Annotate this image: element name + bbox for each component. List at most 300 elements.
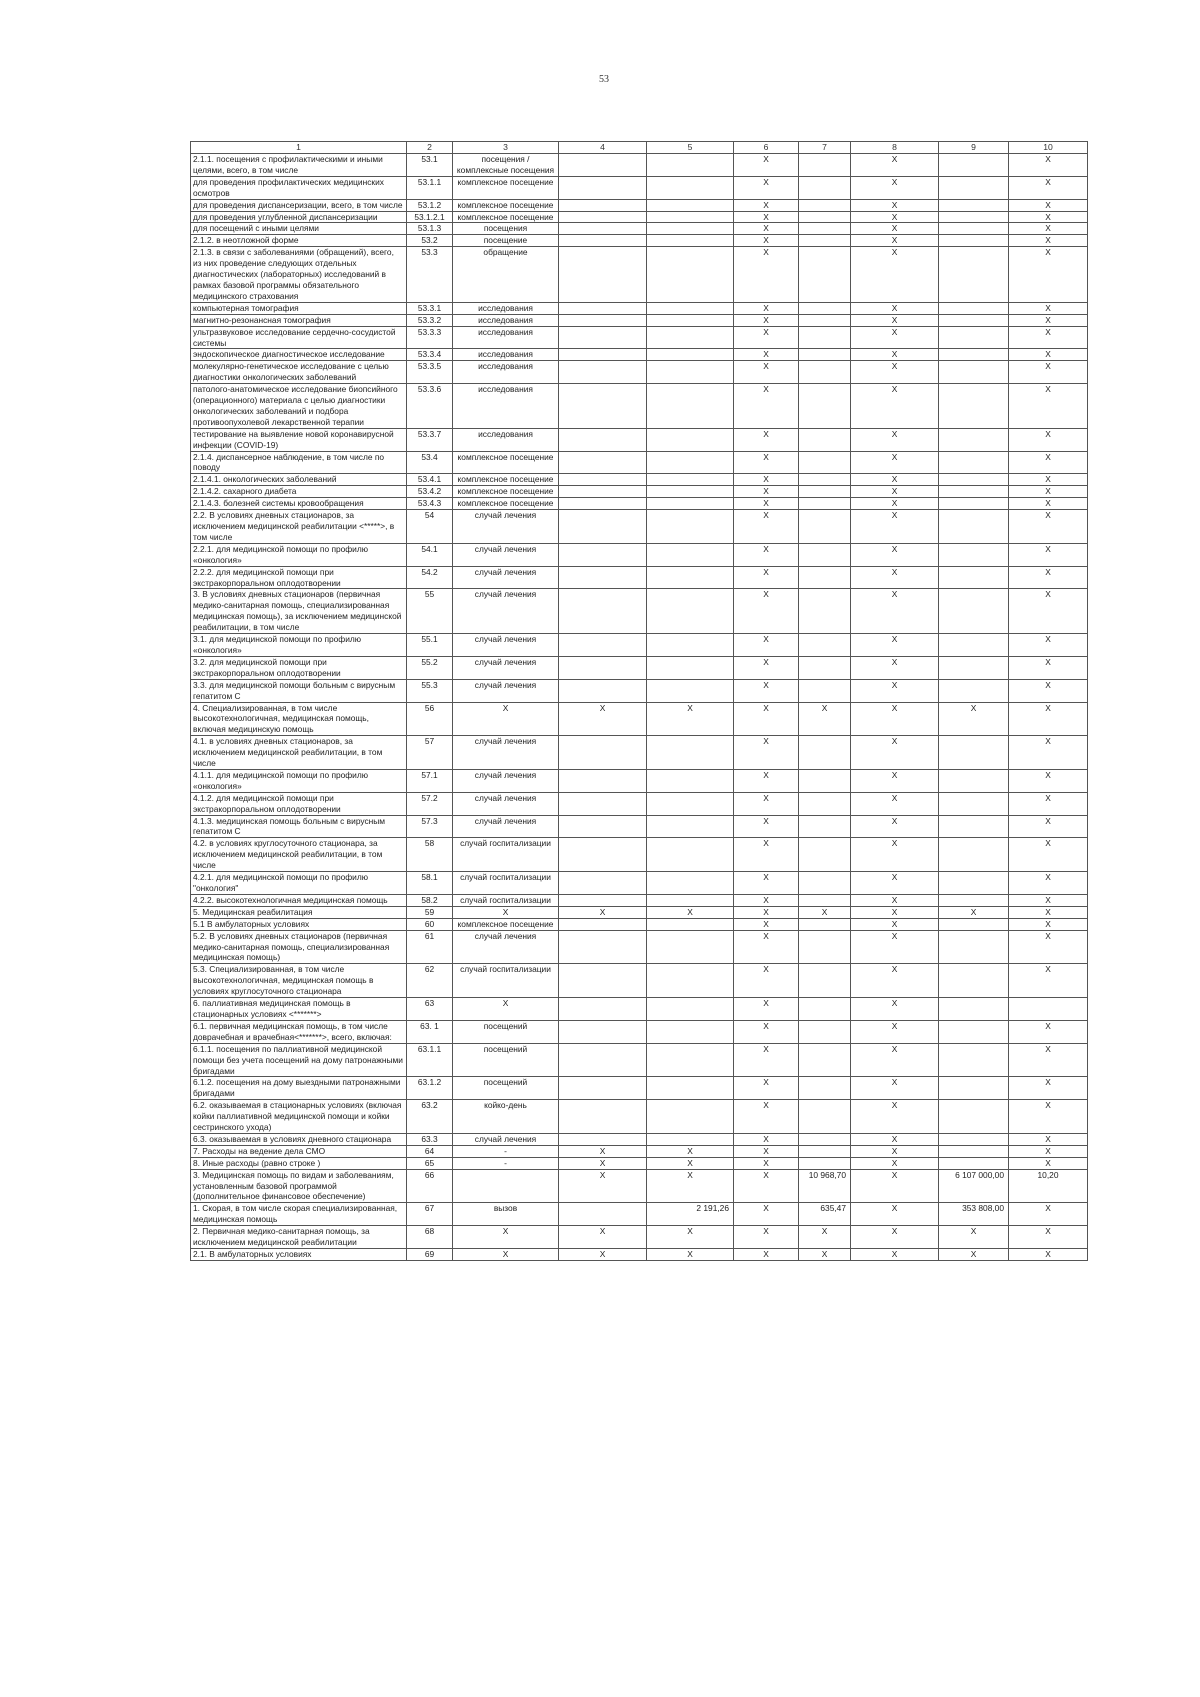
col-10-value: X <box>1009 543 1088 566</box>
col-9-value <box>939 872 1009 895</box>
col-6-value: X <box>734 176 799 199</box>
col-10-value: X <box>1009 1145 1088 1157</box>
col-8-value: X <box>851 769 939 792</box>
col-5-value <box>647 384 734 429</box>
col-10-value: X <box>1009 1020 1088 1043</box>
table-row <box>191 1100 1088 1134</box>
col-9-value <box>939 154 1009 177</box>
unit-of-measure: случай лечения <box>453 679 559 702</box>
col-8-value: X <box>851 679 939 702</box>
col-8-value: X <box>851 199 939 211</box>
row-code: 58.2 <box>407 894 453 906</box>
unit-of-measure: комплексное посещение <box>453 176 559 199</box>
col-6-value: X <box>734 498 799 510</box>
col-8-value: X <box>851 176 939 199</box>
col-10-value: X <box>1009 930 1088 964</box>
unit-of-measure: - <box>453 1157 559 1169</box>
col-8-value: X <box>851 838 939 872</box>
col-5-value <box>647 451 734 474</box>
row-name: 2.1.4.1. онкологических заболеваний <box>191 474 407 486</box>
col-10-value: X <box>1009 498 1088 510</box>
col-4-value <box>559 894 647 906</box>
col-10-value: X <box>1009 634 1088 657</box>
col-4-value <box>559 486 647 498</box>
col-4-value <box>559 1133 647 1145</box>
col-7-value <box>799 679 851 702</box>
col-5-value <box>647 656 734 679</box>
col-7-value: X <box>799 906 851 918</box>
col-9-value: 6 107 000,00 <box>939 1169 1009 1203</box>
col-8-value: X <box>851 589 939 634</box>
row-name: 4.2. в условиях круглосуточного стационара, за исключением медицинской реабилитации, в том числе <box>191 838 407 872</box>
row-name: 5.1 В амбулаторных условиях <box>191 918 407 930</box>
table-row <box>191 1133 1088 1145</box>
col-9-value <box>939 302 1009 314</box>
col-5-value <box>647 326 734 349</box>
col-4-value <box>559 1043 647 1077</box>
col-5-value: X <box>647 1157 734 1169</box>
col-10-value: X <box>1009 964 1088 998</box>
col-7-value <box>799 930 851 964</box>
unit-of-measure: случай лечения <box>453 815 559 838</box>
table-row <box>191 314 1088 326</box>
row-code: 53.3.6 <box>407 384 453 429</box>
row-code: 55.3 <box>407 679 453 702</box>
col-8-value: X <box>851 1145 939 1157</box>
col-8-value: X <box>851 906 939 918</box>
col-4-value <box>559 314 647 326</box>
col-9-value <box>939 474 1009 486</box>
col-9-value <box>939 1145 1009 1157</box>
col-5-value <box>647 1020 734 1043</box>
col-7-value <box>799 154 851 177</box>
col-6-value: X <box>734 543 799 566</box>
col-10-value: 10,20 <box>1009 1169 1088 1203</box>
col-7-value <box>799 314 851 326</box>
col-8-value: X <box>851 1100 939 1134</box>
col-6-value: X <box>734 314 799 326</box>
row-code: 54.1 <box>407 543 453 566</box>
col-9-value <box>939 918 1009 930</box>
col-8-value: X <box>851 428 939 451</box>
unit-of-measure: комплексное посещение <box>453 498 559 510</box>
col-10-value: X <box>1009 1226 1088 1249</box>
col-5-value <box>647 736 734 770</box>
unit-of-measure: исследования <box>453 302 559 314</box>
col-7-value <box>799 223 851 235</box>
col-8-value: X <box>851 964 939 998</box>
col-10-value: X <box>1009 154 1088 177</box>
col-10-value: X <box>1009 176 1088 199</box>
col-5-value <box>647 838 734 872</box>
col-9-value <box>939 1100 1009 1134</box>
col-7-value <box>799 1133 851 1145</box>
col-4-value <box>559 566 647 589</box>
col-7-value <box>799 428 851 451</box>
col-9-value <box>939 964 1009 998</box>
row-code: 65 <box>407 1157 453 1169</box>
unit-of-measure: исследования <box>453 314 559 326</box>
col-5-value <box>647 634 734 657</box>
col-5-value <box>647 498 734 510</box>
row-code: 53.1.2 <box>407 199 453 211</box>
unit-of-measure: случай лечения <box>453 930 559 964</box>
row-name: 4. Специализированная, в том числе высокотехнологичная, медицинская помощь, включая медицинскую помощь <box>191 702 407 736</box>
col-8-value: X <box>851 247 939 303</box>
col-5-value: X <box>647 1145 734 1157</box>
col-4-value: X <box>559 1157 647 1169</box>
table-row <box>191 223 1088 235</box>
col-10-value: X <box>1009 679 1088 702</box>
col-4-value <box>559 679 647 702</box>
col-5-value <box>647 486 734 498</box>
col-4-value <box>559 451 647 474</box>
col-10-value: X <box>1009 702 1088 736</box>
row-code: 55.2 <box>407 656 453 679</box>
col-6-value: X <box>734 736 799 770</box>
col-6-value: X <box>734 510 799 544</box>
row-name: 4.2.2. высокотехнологичная медицинская помощь <box>191 894 407 906</box>
table-row <box>191 769 1088 792</box>
unit-of-measure: исследования <box>453 361 559 384</box>
col-8-value: X <box>851 235 939 247</box>
col-8-value: X <box>851 656 939 679</box>
unit-of-measure: X <box>453 998 559 1021</box>
col-8-value: X <box>851 451 939 474</box>
col-10-value: X <box>1009 918 1088 930</box>
unit-of-measure: - <box>453 1145 559 1157</box>
col-9-value <box>939 199 1009 211</box>
col-8-value: X <box>851 314 939 326</box>
row-name: 2.2.1. для медицинской помощи по профилю «онкология» <box>191 543 407 566</box>
col-7-value <box>799 634 851 657</box>
col-7-value <box>799 451 851 474</box>
col-9-value <box>939 314 1009 326</box>
col-7-value <box>799 543 851 566</box>
unit-of-measure: случай лечения <box>453 543 559 566</box>
col-4-value <box>559 964 647 998</box>
unit-of-measure: X <box>453 702 559 736</box>
col-8-value: X <box>851 361 939 384</box>
col-8-value: X <box>851 634 939 657</box>
col-10-value: X <box>1009 1133 1088 1145</box>
col-7-value <box>799 769 851 792</box>
row-name: для проведения профилактических медицинских осмотров <box>191 176 407 199</box>
table-row <box>191 1226 1088 1249</box>
col-5-value <box>647 894 734 906</box>
col-6-value: X <box>734 679 799 702</box>
row-name: 3. Медицинская помощь по видам и заболеваниям, установленным базовой программой (дополнительное финансовое обеспечение) <box>191 1169 407 1203</box>
row-name: 4.1.2. для медицинской помощи при экстракорпоральном оплодотворении <box>191 792 407 815</box>
row-code: 63. 1 <box>407 1020 453 1043</box>
col-9-value <box>939 1077 1009 1100</box>
col-9-value <box>939 247 1009 303</box>
column-header: 4 <box>559 142 647 154</box>
col-8-value: X <box>851 486 939 498</box>
row-code: 53.1.3 <box>407 223 453 235</box>
col-10-value: X <box>1009 1203 1088 1226</box>
col-10-value: X <box>1009 1043 1088 1077</box>
col-8-value: X <box>851 815 939 838</box>
col-10-value: X <box>1009 872 1088 895</box>
row-code: 54.2 <box>407 566 453 589</box>
col-7-value <box>799 474 851 486</box>
col-4-value <box>559 838 647 872</box>
col-5-value <box>647 302 734 314</box>
col-9-value <box>939 428 1009 451</box>
col-8-value: X <box>851 736 939 770</box>
row-name: 2.1. В амбулаторных условиях <box>191 1249 407 1261</box>
row-code: 53.1.2.1 <box>407 211 453 223</box>
col-8-value: X <box>851 154 939 177</box>
page-number: 53 <box>599 74 609 85</box>
col-7-value <box>799 1157 851 1169</box>
row-name: 6.1.2. посещения на дому выездными патронажными бригадами <box>191 1077 407 1100</box>
col-6-value: X <box>734 792 799 815</box>
col-4-value <box>559 634 647 657</box>
col-8-value: X <box>851 1249 939 1261</box>
col-8-value: X <box>851 384 939 429</box>
col-6-value: X <box>734 154 799 177</box>
row-name: 4.1.3. медицинская помощь больным с вирусным гепатитом С <box>191 815 407 838</box>
col-7-value <box>799 211 851 223</box>
table-row <box>191 634 1088 657</box>
row-code: 63.2 <box>407 1100 453 1134</box>
col-4-value <box>559 1100 647 1134</box>
col-4-value <box>559 1077 647 1100</box>
table-row <box>191 349 1088 361</box>
col-8-value: X <box>851 792 939 815</box>
table-row <box>191 656 1088 679</box>
col-4-value <box>559 998 647 1021</box>
col-8-value: X <box>851 918 939 930</box>
col-6-value: X <box>734 894 799 906</box>
row-name: ультразвуковое исследование сердечно-сосудистой системы <box>191 326 407 349</box>
row-name: для проведения углубленной диспансеризации <box>191 211 407 223</box>
row-code: 53.4.2 <box>407 486 453 498</box>
column-header: 8 <box>851 142 939 154</box>
col-7-value <box>799 566 851 589</box>
col-4-value <box>559 792 647 815</box>
col-10-value: X <box>1009 451 1088 474</box>
column-header: 1 <box>191 142 407 154</box>
col-4-value <box>559 543 647 566</box>
col-6-value: X <box>734 384 799 429</box>
row-name: для проведения диспансеризации, всего, в том числе <box>191 199 407 211</box>
table-row <box>191 702 1088 736</box>
col-5-value <box>647 510 734 544</box>
col-5-value <box>647 872 734 895</box>
col-4-value <box>559 211 647 223</box>
col-7-value: 10 968,70 <box>799 1169 851 1203</box>
col-7-value <box>799 964 851 998</box>
col-4-value <box>559 872 647 895</box>
unit-of-measure: исследования <box>453 349 559 361</box>
row-name: для посещений с иными целями <box>191 223 407 235</box>
col-4-value <box>559 326 647 349</box>
table-row <box>191 1169 1088 1203</box>
row-name: 2.1.4. диспансерное наблюдение, в том числе по поводу <box>191 451 407 474</box>
col-4-value <box>559 510 647 544</box>
col-4-value <box>559 474 647 486</box>
col-5-value <box>647 589 734 634</box>
col-10-value: X <box>1009 486 1088 498</box>
col-6-value: X <box>734 1203 799 1226</box>
col-10-value: X <box>1009 302 1088 314</box>
unit-of-measure: X <box>453 1249 559 1261</box>
col-7-value <box>799 361 851 384</box>
col-9-value <box>939 930 1009 964</box>
col-7-value <box>799 349 851 361</box>
col-5-value <box>647 930 734 964</box>
col-6-value: X <box>734 656 799 679</box>
unit-of-measure: случай госпитализации <box>453 838 559 872</box>
row-code: 53.1.1 <box>407 176 453 199</box>
row-code: 53.3.4 <box>407 349 453 361</box>
unit-of-measure: комплексное посещение <box>453 211 559 223</box>
row-name: 5. Медицинская реабилитация <box>191 906 407 918</box>
table-row <box>191 199 1088 211</box>
table-row <box>191 918 1088 930</box>
col-9-value <box>939 1133 1009 1145</box>
col-9-value <box>939 211 1009 223</box>
col-9-value <box>939 1157 1009 1169</box>
col-9-value <box>939 589 1009 634</box>
col-6-value: X <box>734 872 799 895</box>
row-code: 63 <box>407 998 453 1021</box>
col-9-value <box>939 1043 1009 1077</box>
unit-of-measure: исследования <box>453 384 559 429</box>
col-8-value: X <box>851 1043 939 1077</box>
col-6-value: X <box>734 235 799 247</box>
table-row <box>191 566 1088 589</box>
col-7-value <box>799 998 851 1021</box>
row-name: 2. Первичная медико-санитарная помощь, за исключением медицинской реабилитации <box>191 1226 407 1249</box>
col-4-value <box>559 247 647 303</box>
col-9-value <box>939 894 1009 906</box>
col-10-value: X <box>1009 211 1088 223</box>
col-7-value <box>799 302 851 314</box>
col-5-value <box>647 679 734 702</box>
row-code: 66 <box>407 1169 453 1203</box>
row-code: 53.3.2 <box>407 314 453 326</box>
col-5-value <box>647 428 734 451</box>
row-code: 67 <box>407 1203 453 1226</box>
row-name: 6.1.1. посещения по паллиативной медицинской помощи без учета посещений на дому патронажными бригадами <box>191 1043 407 1077</box>
col-8-value: X <box>851 930 939 964</box>
row-name: молекулярно-генетическое исследование с целью диагностики онкологических заболеваний <box>191 361 407 384</box>
table-row <box>191 872 1088 895</box>
col-8-value: X <box>851 349 939 361</box>
col-8-value: X <box>851 302 939 314</box>
column-header: 3 <box>453 142 559 154</box>
col-6-value: X <box>734 930 799 964</box>
col-9-value <box>939 1020 1009 1043</box>
col-9-value <box>939 769 1009 792</box>
col-4-value: X <box>559 1169 647 1203</box>
row-code: 68 <box>407 1226 453 1249</box>
row-name: тестирование на выявление новой коронавирусной инфекции (COVID-19) <box>191 428 407 451</box>
col-5-value <box>647 1043 734 1077</box>
unit-of-measure: комплексное посещение <box>453 199 559 211</box>
col-9-value <box>939 223 1009 235</box>
row-code: 53.4.1 <box>407 474 453 486</box>
col-5-value: X <box>647 702 734 736</box>
col-6-value: X <box>734 1020 799 1043</box>
row-name: 2.2.2. для медицинской помощи при экстракорпоральном оплодотворении <box>191 566 407 589</box>
col-7-value <box>799 838 851 872</box>
table-row <box>191 361 1088 384</box>
col-5-value <box>647 566 734 589</box>
unit-of-measure: случай лечения <box>453 634 559 657</box>
col-6-value: X <box>734 815 799 838</box>
row-code: 53.3.5 <box>407 361 453 384</box>
col-6-value: X <box>734 199 799 211</box>
unit-of-measure: X <box>453 1226 559 1249</box>
col-10-value: X <box>1009 361 1088 384</box>
table-row <box>191 1157 1088 1169</box>
col-4-value: X <box>559 702 647 736</box>
row-name: 2.1.1. посещения с профилактическими и иными целями, всего, в том числе <box>191 154 407 177</box>
unit-of-measure: случай лечения <box>453 510 559 544</box>
row-name: 3.2. для медицинской помощи при экстракорпоральном оплодотворении <box>191 656 407 679</box>
col-9-value <box>939 235 1009 247</box>
col-10-value: X <box>1009 314 1088 326</box>
col-10-value: X <box>1009 792 1088 815</box>
table-row <box>191 176 1088 199</box>
col-6-value: X <box>734 451 799 474</box>
col-9-value: 353 808,00 <box>939 1203 1009 1226</box>
col-5-value <box>647 964 734 998</box>
col-5-value <box>647 815 734 838</box>
col-10-value: X <box>1009 349 1088 361</box>
col-10-value: X <box>1009 769 1088 792</box>
col-6-value: X <box>734 326 799 349</box>
col-7-value <box>799 1077 851 1100</box>
col-4-value <box>559 589 647 634</box>
row-code: 69 <box>407 1249 453 1261</box>
col-9-value <box>939 361 1009 384</box>
table-row <box>191 1145 1088 1157</box>
col-4-value <box>559 223 647 235</box>
col-5-value <box>647 543 734 566</box>
table-row <box>191 792 1088 815</box>
column-header: 6 <box>734 142 799 154</box>
col-9-value <box>939 679 1009 702</box>
row-code: 62 <box>407 964 453 998</box>
row-code: 57.1 <box>407 769 453 792</box>
col-6-value: X <box>734 486 799 498</box>
row-code: 64 <box>407 1145 453 1157</box>
row-code: 63.1.1 <box>407 1043 453 1077</box>
col-4-value: X <box>559 906 647 918</box>
col-5-value: X <box>647 1169 734 1203</box>
col-9-value: X <box>939 906 1009 918</box>
col-7-value: X <box>799 702 851 736</box>
col-7-value <box>799 736 851 770</box>
col-4-value: X <box>559 1226 647 1249</box>
row-name: 5.3. Специализированная, в том числе высокотехнологичная, медицинская помощь в условиях круглосуточного стационара <box>191 964 407 998</box>
col-9-value: X <box>939 1249 1009 1261</box>
col-5-value <box>647 998 734 1021</box>
table-row <box>191 510 1088 544</box>
col-8-value: X <box>851 702 939 736</box>
table-row <box>191 486 1088 498</box>
unit-of-measure: комплексное посещение <box>453 474 559 486</box>
col-4-value <box>559 176 647 199</box>
row-name: магнитно-резонансная томография <box>191 314 407 326</box>
col-6-value: X <box>734 1133 799 1145</box>
